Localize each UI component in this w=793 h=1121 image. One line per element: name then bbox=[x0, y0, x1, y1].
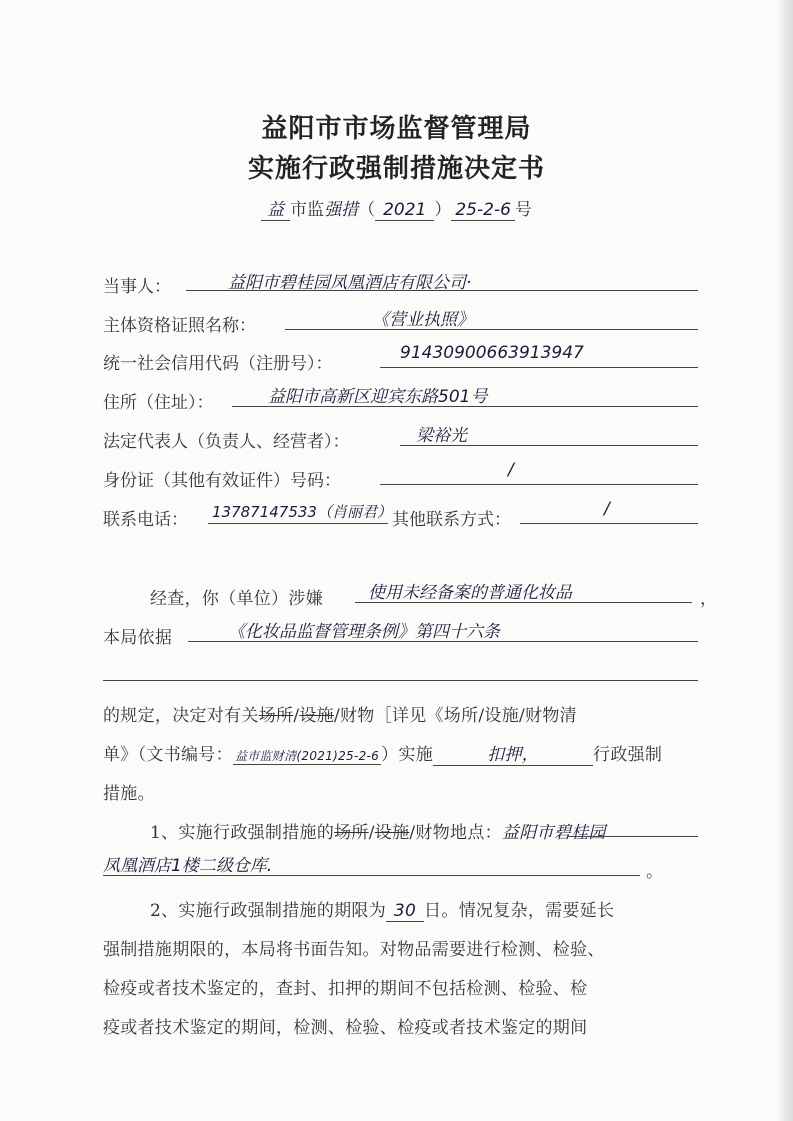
inventory-doc-number: 益市监财清(2021)25-2-6 bbox=[234, 749, 380, 763]
place-struck: 场所 bbox=[258, 706, 294, 726]
sep-2: / bbox=[333, 706, 340, 726]
representative-label: 法定代表人（负责人、经营者）： bbox=[103, 432, 350, 452]
phone-value: 13787147533（肖丽君） bbox=[212, 503, 392, 521]
doc-number-paren-close: ） bbox=[434, 200, 452, 220]
body-line-a: 强制措施期限的，本局将书面告知。对物品需要进行检测、检验、 bbox=[103, 940, 605, 960]
id-value: / bbox=[508, 460, 514, 480]
body-line-1 bbox=[150, 584, 323, 609]
other-contact-value: / bbox=[604, 499, 610, 519]
legal-basis-value: 《化妆品监督管理条例》第四十六条 bbox=[228, 622, 500, 642]
doc-number-paren-open: （ bbox=[358, 200, 376, 220]
item-1-sep-2: / bbox=[409, 823, 416, 843]
measure-value: 扣押， bbox=[433, 740, 593, 766]
doc-number-year: 2021 bbox=[375, 200, 434, 221]
body-line-4-text: 单》（文书编号： bbox=[103, 745, 233, 765]
body-line-4 bbox=[103, 740, 662, 766]
doc-number-suffix: 号 bbox=[514, 200, 532, 220]
doc-number-value: 25-2-6 bbox=[451, 200, 515, 221]
address-label: 住所（住址）： bbox=[103, 393, 214, 413]
party-value: 益阳市碧桂园凤凰酒店有限公司· bbox=[228, 273, 472, 293]
body-line-4-mid: ）实施 bbox=[381, 745, 434, 765]
item-2-line-1 bbox=[150, 896, 614, 922]
item-1-location-value-2: 凤凰酒店1楼二级仓库. bbox=[103, 856, 273, 876]
item-2-days: 30 bbox=[386, 901, 424, 922]
phone-label: 联系电话： bbox=[103, 510, 188, 530]
item-1-sep-1: / bbox=[368, 823, 375, 843]
title-line-1: 益阳市市场监督管理局 bbox=[261, 114, 532, 144]
doc-number-prefix: 市监 bbox=[290, 200, 325, 220]
body-line-2-text: 本局依据 bbox=[103, 628, 173, 648]
id-underline bbox=[380, 484, 698, 485]
doc-number-type: 强措 bbox=[324, 200, 359, 220]
doc-number-handwritten-prefix: 益 bbox=[261, 195, 290, 221]
item-1-place-struck: 场所 bbox=[334, 823, 369, 843]
party-label: 当事人： bbox=[103, 277, 171, 297]
body-line-3-text: 的规定，决定对有关 bbox=[103, 706, 259, 726]
body-line-3 bbox=[103, 701, 577, 726]
item-1-location-value-1: 益阳市碧桂园 bbox=[501, 823, 606, 843]
other-contact-underline bbox=[520, 523, 698, 524]
item-1-facility-struck: 设施 bbox=[374, 823, 410, 843]
credit-label: 统一社会信用代码（注册号）： bbox=[103, 354, 333, 374]
body-line-c: 疫或者技术鉴定的期间，检测、检验、检疫或者技术鉴定的期间 bbox=[103, 1018, 588, 1038]
body-line-1-text: 经查，你（单位）涉嫌 bbox=[150, 589, 323, 609]
credit-underline bbox=[380, 367, 698, 368]
item-1-end: 。 bbox=[646, 862, 664, 882]
body-line-b: 检疫或者技术鉴定的，查封、扣押的期间不包括检测、检验、检 bbox=[103, 979, 588, 999]
id-label: 身份证（其他有效证件）号码： bbox=[103, 471, 341, 491]
body-line-4-tail: 行政强制 bbox=[593, 745, 663, 765]
item-2-text: 2、实施行政强制措施的期限为 bbox=[150, 901, 387, 921]
representative-value: 梁裕光 bbox=[416, 426, 467, 446]
violation-value: 使用未经备案的普通化妆品 bbox=[368, 583, 572, 603]
body-line-1-comma: ， bbox=[700, 589, 718, 609]
license-underline bbox=[285, 329, 698, 330]
sep-1: / bbox=[293, 706, 300, 726]
item-1-underline-2 bbox=[103, 875, 640, 876]
item-1-line-1 bbox=[150, 818, 606, 843]
credit-value: 91430900663913947 bbox=[400, 343, 584, 363]
body-line-3-tail: ［详见《场所/设施/财物清 bbox=[374, 706, 577, 726]
address-value: 益阳市高新区迎宾东路501号 bbox=[268, 387, 488, 407]
phone-underline bbox=[208, 523, 388, 524]
facility-struck: 设施 bbox=[299, 706, 334, 726]
license-label: 主体资格证照名称： bbox=[103, 316, 256, 336]
license-value: 《营业执照》 bbox=[372, 310, 474, 330]
blank-line bbox=[103, 680, 698, 681]
item-1-text: 1、实施行政强制措施的 bbox=[150, 823, 335, 843]
item-1-goods: 财物 bbox=[415, 823, 451, 843]
document-number bbox=[0, 195, 793, 221]
item-2-tail: 日。情况复杂，需要延长 bbox=[424, 901, 615, 921]
body-line-5: 措施。 bbox=[103, 784, 155, 804]
item-1-underline-1 bbox=[568, 836, 698, 837]
item-1-location-label: 地点： bbox=[450, 823, 502, 843]
other-contact-label: 其他联系方式： bbox=[392, 510, 511, 530]
title-line-2: 实施行政强制措施决定书 bbox=[247, 154, 545, 184]
goods-label: 财物 bbox=[339, 706, 375, 726]
